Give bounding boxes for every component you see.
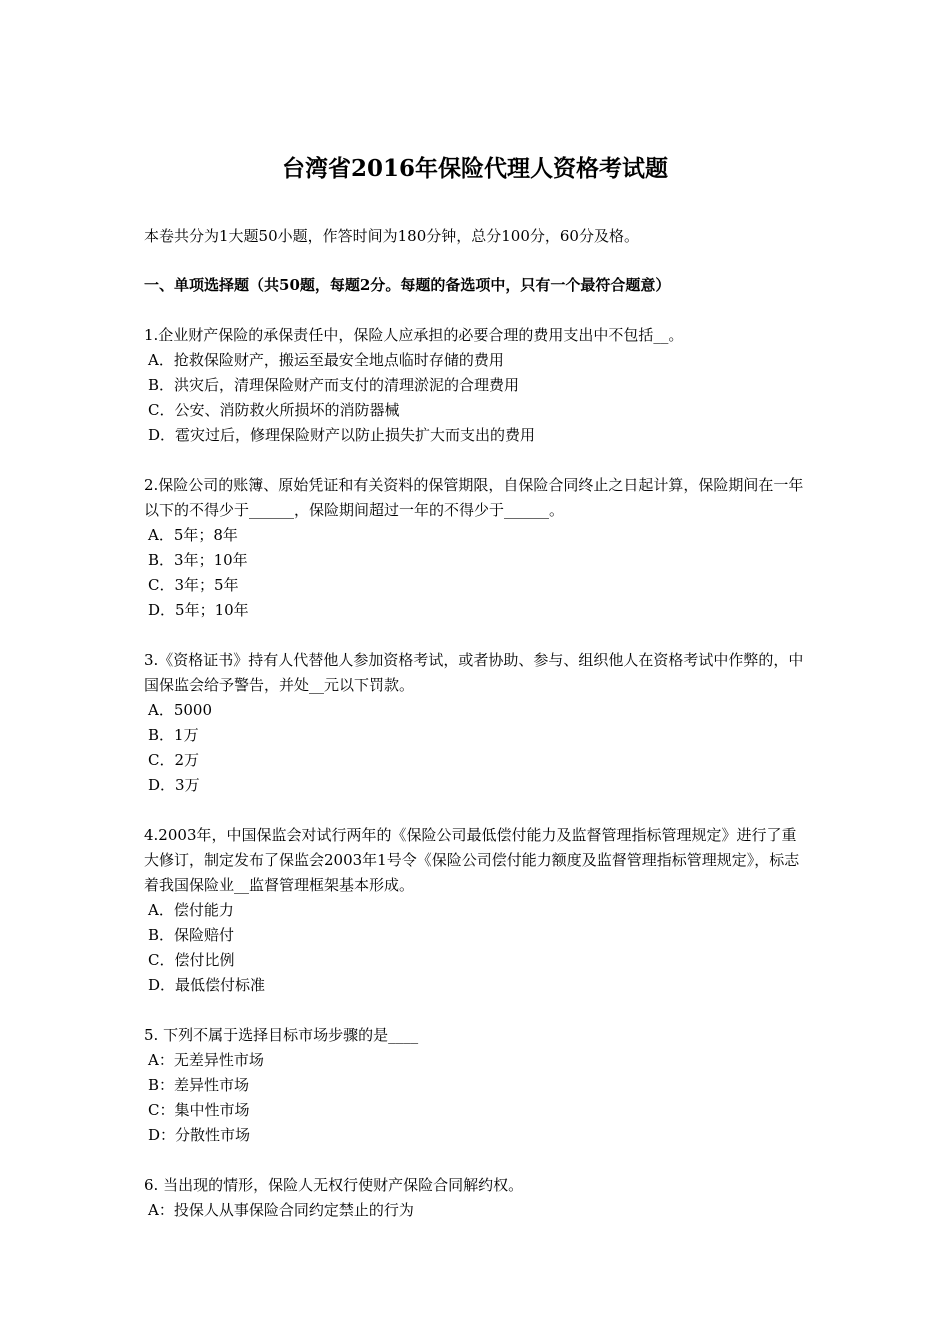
option-d: D．5年；10年: [148, 601, 249, 619]
option-d: D．3万: [148, 776, 200, 794]
question-stem: 6. 当出现的情形，保险人无权行使财产保险合同解约权。: [144, 1176, 524, 1194]
question-5: [144, 1023, 808, 1148]
question-1: [144, 323, 808, 448]
option-c: C．3年；5年: [148, 576, 239, 594]
section-heading: 一、单项选择题（共50题，每题2分。每题的备选项中，只有一个最符合题意）: [144, 276, 671, 294]
option-c: C．偿付比例: [148, 951, 235, 969]
option-c: C．公安、消防救火所损坏的消防器械: [148, 401, 400, 419]
option-b: B．3年；10年: [148, 551, 248, 569]
option-c: C：集中性市场: [148, 1101, 250, 1119]
option-b: B．洪灾后，清理保险财产而支付的清理淤泥的合理费用: [148, 376, 520, 394]
exam-intro: 本卷共分为1大题50小题，作答时间为180分钟，总分100分，60分及格。: [144, 227, 639, 245]
option-d: D．雹灾过后，修理保险财产以防止损失扩大而支出的费用: [148, 426, 536, 444]
question-stem: 3.《资格证书》持有人代替他人参加资格考试，或者协助、参与、组织他人在资格考试中作弊的，中国保监会给予警告，并处__元以下罚款。: [144, 651, 804, 694]
question-stem: 2.保险公司的账簿、原始凭证和有关资料的保管期限，自保险合同终止之日起计算，保险期间在一年以下的不得少于______，保险期间超过一年的不得少于______。: [144, 476, 804, 519]
option-b: B：差异性市场: [148, 1076, 250, 1094]
option-d: D．最低偿付标准: [148, 976, 266, 994]
question-stem: 5. 下列不属于选择目标市场步骤的是____: [144, 1026, 419, 1044]
page-title: 台湾省2016年保险代理人资格考试题: [281, 155, 668, 182]
option-a: A：投保人从事保险合同约定禁止的行为: [148, 1201, 414, 1219]
question-3: [144, 648, 808, 798]
question-stem: 1.企业财产保险的承保责任中，保险人应承担的必要合理的费用支出中不包括__。: [144, 326, 684, 344]
option-a: A．抢救保险财产，搬运至最安全地点临时存储的费用: [148, 351, 504, 369]
option-a: A．5年；8年: [148, 526, 238, 544]
question-stem: 4.2003年，中国保监会对试行两年的《保险公司最低偿付能力及监督管理指标管理规定》进行了重大修订，制定发布了保监会2003年1号令《保险公司偿付能力额度及监督管理指标管理规定》，标志着我国保险业__监督管理框架基本形成。: [144, 826, 800, 894]
option-b: B．1万: [148, 726, 199, 744]
option-a: A．5000: [148, 701, 213, 719]
question-2: [144, 473, 808, 623]
option-d: D：分散性市场: [148, 1126, 251, 1144]
option-c: C．2万: [148, 751, 200, 769]
question-list: [144, 323, 808, 1248]
option-a: A．偿付能力: [148, 901, 234, 919]
question-6: [144, 1173, 808, 1223]
question-4: [144, 823, 808, 998]
option-b: B．保险赔付: [148, 926, 235, 944]
option-a: A：无差异性市场: [148, 1051, 264, 1069]
